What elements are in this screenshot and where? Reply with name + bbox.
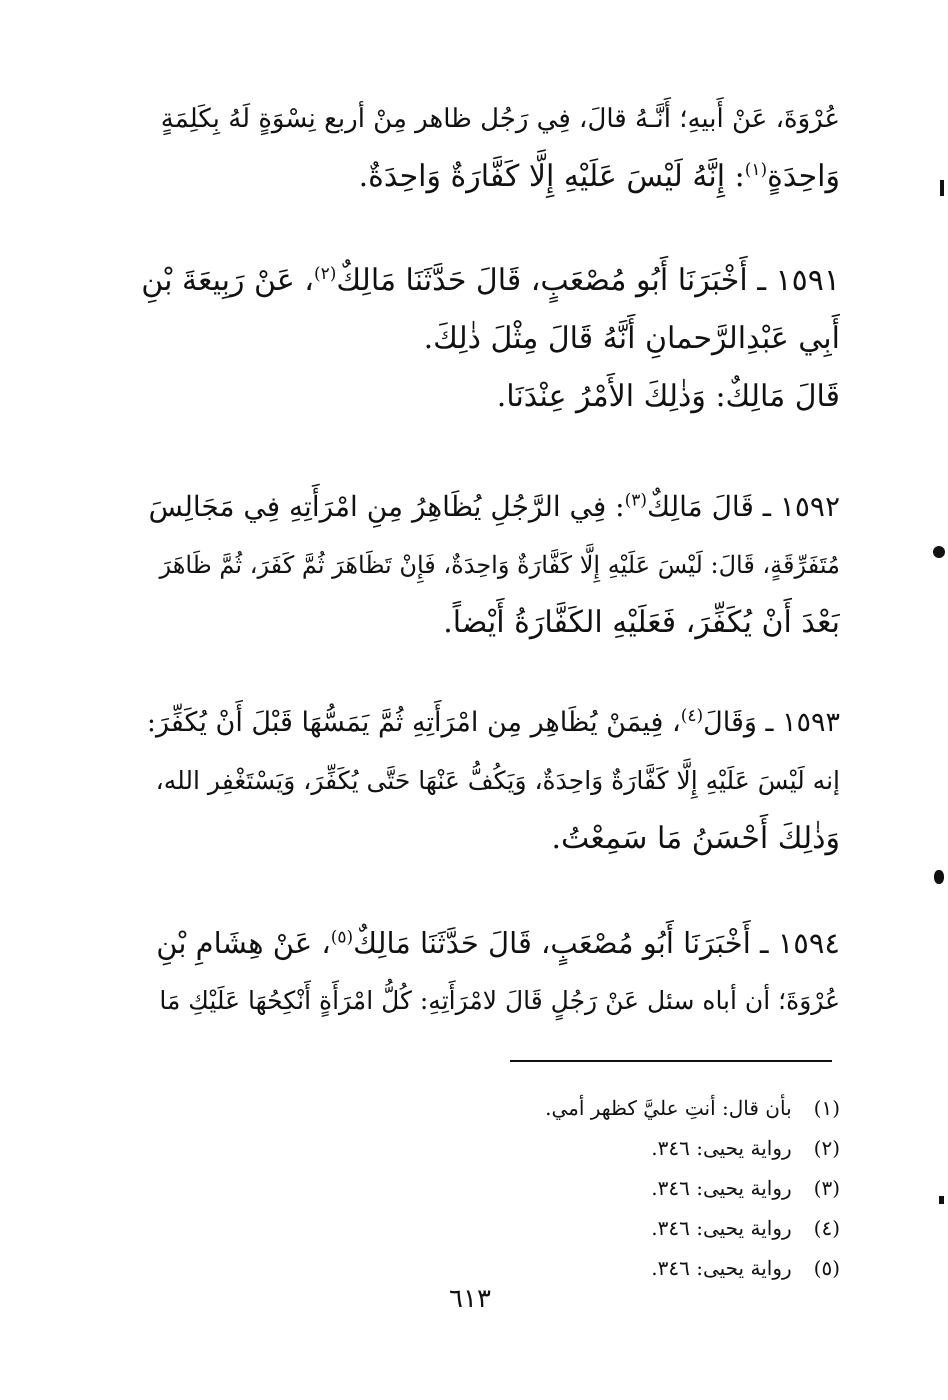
text-line: عُرْوَةَ، عَنْ أَبيهِ؛ أَنَّـهُ قالَ، فِي رَجُل ظاهر مِنْ أربع نِسْوَةٍ لَهُ بِكَلِمَةٍ (160, 104, 840, 134)
footnote-number: (٣) (813, 1176, 840, 1200)
footnote-text: رواية يحيى: ٣٤٦. (651, 1216, 792, 1240)
scan-mark (940, 180, 944, 196)
paragraph-1594 (140, 914, 840, 1030)
footnote-text: بأن قال: أنتِ عليَّ كظهر أمي. (545, 1096, 792, 1120)
footnote-reference: (٤) (680, 706, 704, 726)
footnote-reference: (٢) (313, 264, 337, 284)
footnote-text: رواية يحيى: ٣٤٦. (651, 1256, 792, 1280)
footnote-reference: (٣) (624, 490, 648, 511)
footnote (480, 1088, 840, 1128)
footnote-number: (٥) (813, 1256, 840, 1280)
paragraph-1592 (140, 478, 840, 652)
footnote-reference: (٥) (330, 927, 354, 948)
footnote (480, 1208, 840, 1248)
footnote (480, 1168, 840, 1208)
page-number: ٦١٣ (449, 1284, 491, 1314)
text-line: وَذٰلِكَ أَحْسَنُ مَا سَمِعْتُ. (551, 821, 840, 856)
text-line: وَاحِدَةٍ$^{(١)}$: إِنَّهُ لَيْسَ عَلَيْهِ إِلَّا كَفَّارَةٌ وَاحِدَةٌ. (358, 159, 840, 194)
footnote-number: (١) (813, 1096, 840, 1120)
footnote-text: رواية يحيى: ٣٤٦. (651, 1136, 792, 1160)
text-line: مُتَفَرِّقَةٍ، قَالَ: لَيْسَ عَلَيْهِ إِلَّا كَفَّارَةٌ وَاحِدَةٌ، فَإِنْ تَظَاهَرَ ثُمَّ كَفَرَ، ثُمَّ ظَاهَرَ (159, 551, 840, 579)
text-line: ١٥٩٤ ـ أَخْبَرَنَا أَبُو مُصْعَبٍ، قَالَ حَدَّثَنَا مَالِكٌ$^{(٥)}$، عَنْ هِشَامِ بْنِ (156, 926, 840, 960)
scan-mark (939, 1196, 944, 1204)
paragraph-1593 (140, 694, 840, 868)
footnote (480, 1128, 840, 1168)
text-line: إنه لَيْسَ عَلَيْهِ إِلَّا كَفَّارَةٌ وَاحِدَةٌ، وَيَكُفُّ عَنْهَا حَتَّى يُكَفِّرَ، وَيَسْتَغْفِر الله، (155, 766, 840, 795)
text-line: ١٥٩٣ ـ وَقَالَ$^{(٤)}$، فِيمَنْ يُظَاهِر مِن امْرَأَتِهِ ثُمَّ يَمَسُّهَا قَبْلَ أَنْ يُكَفِّرَ: (146, 706, 840, 738)
footnote-divider (510, 1060, 832, 1062)
footnote-number: (٢) (813, 1136, 840, 1160)
scan-mark (933, 546, 945, 558)
footnote (480, 1248, 840, 1288)
text-line: أَبِي عَبْدِالرَّحمانِ أَنَّهُ قَالَ مِثْلَ ذٰلِكَ. (423, 321, 840, 356)
text-line: قَالَ مَالِكٌ: وَذٰلِكَ الأَمْرُ عِنْدَنَا. (496, 379, 840, 414)
text-line: عُرْوَةَ؛ أن أباه سئل عَنْ رَجُلٍ قَالَ لامْرَأَتِهِ: كُلُّ امْرَأَةٍ أَنْكِحُهَا عَلَيْكِ مَا (159, 986, 840, 1015)
scan-mark (934, 870, 944, 884)
footnotes (480, 1088, 840, 1288)
footnote-reference: (١) (744, 160, 768, 180)
paragraph-continuation (140, 90, 840, 206)
footnote-number: (٤) (813, 1216, 840, 1240)
footnote-text: رواية يحيى: ٣٤٦. (651, 1176, 792, 1200)
paragraph-1591 (140, 252, 840, 426)
text-line: بَعْدَ أَنْ يُكَفِّرَ، فَعَلَيْهِ الكَفَّارَةُ أَيْضاً. (443, 605, 840, 640)
text-line: ١٥٩٢ ـ قَالَ مَالِكٌ$^{(٣)}$: فِي الرَّجُلِ يُظَاهِرُ مِنِ امْرَأَتِهِ فِي مَجَالِسَ (148, 490, 840, 523)
text-line: ١٥٩١ ـ أَخْبَرَنَا أَبُو مُصْعَبٍ، قَالَ حَدَّثَنَا مَالِكٌ$^{(٢)}$، عَنْ رَبِيعَةَ بْنِ (141, 263, 840, 298)
